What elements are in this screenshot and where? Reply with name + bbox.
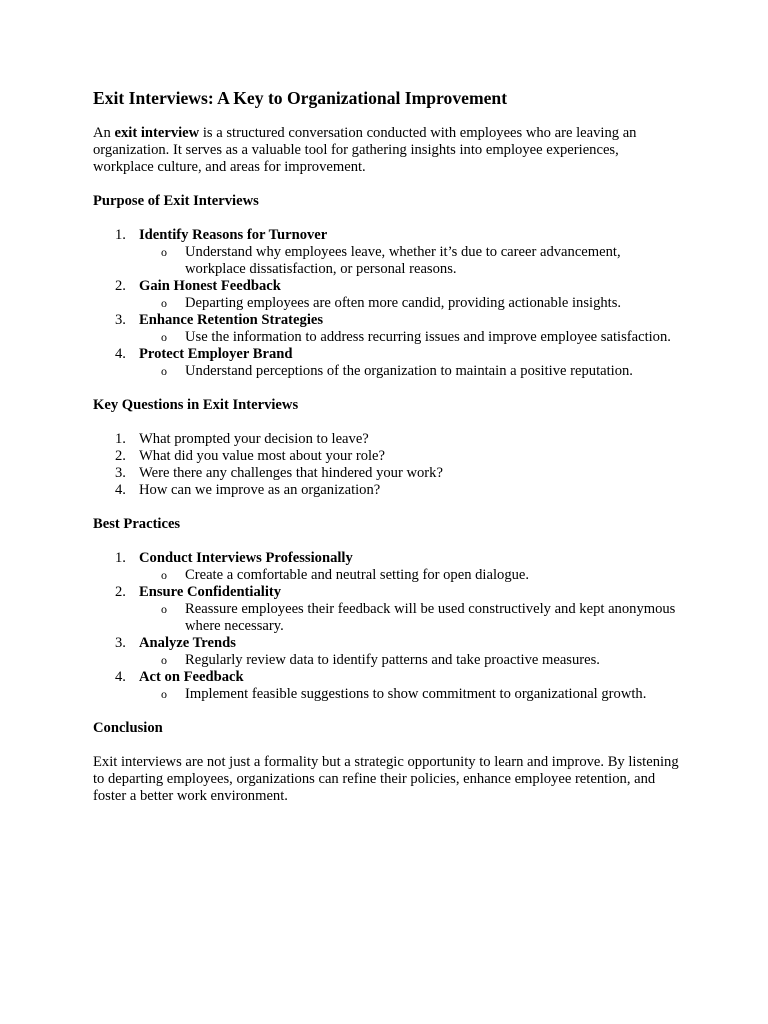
best-practices-heading: Best Practices [93,516,181,532]
best-practice-subitem [139,652,683,669]
best-practice-detail: Create a comfortable and neutral setting for open dialogue. [185,567,530,583]
bullet-icon: o [161,245,167,259]
purpose-sublist [139,363,683,380]
question-item [93,431,683,448]
best-practice-detail: Implement feasible suggestions to show commitment to organizational growth. [185,686,647,702]
best-practice-detail: Reassure employees their feedback will be used constructively and kept anonymous where necessary. [185,601,676,634]
bullet-icon: o [161,296,167,310]
best-practice-sublist [139,567,683,584]
purpose-sublist [139,329,683,346]
questions-list [93,431,683,499]
document-body [93,88,683,805]
intro-lead: An [93,125,115,141]
best-practice-item [93,635,683,669]
list-number: 2 . [115,584,126,601]
questions-heading: Key Questions in Exit Interviews [93,397,299,413]
purpose-subitem [139,295,683,312]
best-practices-list [93,550,683,703]
best-practice-title: Conduct Interviews Professionally [139,550,353,566]
bullet-icon: o [161,602,167,616]
bullet-icon: o [161,568,167,582]
question-text: How can we improve as an organization? [139,482,381,498]
intro-term: exit interview [114,125,200,141]
best-practice-item [93,584,683,635]
best-practice-sublist [139,686,683,703]
purpose-list [93,227,683,380]
list-number: 1 . [115,431,126,448]
list-number: 1 . [115,550,126,567]
conclusion-paragraph: Exit interviews are not just a formality but a strategic opportunity to learn and improve. By listening to departing employees, organizations can refine their policies, enhance employee retention, and foster a better work environment. [93,754,679,804]
best-practice-item [93,669,683,703]
list-number: 4 . [115,482,126,499]
purpose-subitem [139,329,683,346]
best-practice-subitem [139,601,683,635]
conclusion-heading: Conclusion [93,720,163,736]
purpose-item-title: Enhance Retention Strategies [139,312,324,328]
question-text: What prompted your decision to leave? [139,431,369,447]
intro-paragraph [93,125,683,176]
list-number: 2 . [115,278,126,295]
purpose-item-detail: Understand perceptions of the organization to maintain a positive reputation. [185,363,633,379]
question-item [93,465,683,482]
best-practice-subitem [139,567,683,584]
list-number: 3 . [115,312,126,329]
list-number: 4 . [115,669,126,686]
list-number: 3 . [115,465,126,482]
best-practice-title: Analyze Trends [139,635,236,651]
intro-rest: is a structured conversation conducted with employees who are leaving an organization. It serves as a valuable tool for gathering insights into employee experiences, workplace culture, and areas for improvement. [93,125,637,175]
purpose-sublist [139,295,683,312]
purpose-item-detail: Use the information to address recurring issues and improve employee satisfaction. [185,329,671,345]
purpose-item-title: Protect Employer Brand [139,346,293,362]
purpose-item [93,278,683,312]
list-number: 3 . [115,635,126,652]
best-practice-title: Ensure Confidentiality [139,584,282,600]
list-number: 1 . [115,227,126,244]
best-practice-item [93,550,683,584]
question-text: Were there any challenges that hindered your work? [139,465,443,481]
purpose-item-title: Identify Reasons for Turnover [139,227,328,243]
purpose-subitem [139,244,683,278]
purpose-sublist [139,244,683,278]
question-item [93,448,683,465]
purpose-heading: Purpose of Exit Interviews [93,193,259,209]
purpose-item-detail: Departing employees are often more candid, providing actionable insights. [185,295,622,311]
list-number: 4 . [115,346,126,363]
best-practice-subitem [139,686,683,703]
purpose-item [93,312,683,346]
best-practice-sublist [139,601,683,635]
purpose-item [93,227,683,278]
bullet-icon: o [161,653,167,667]
bullet-icon: o [161,330,167,344]
best-practice-detail: Regularly review data to identify patterns and take proactive measures. [185,652,600,668]
bullet-icon: o [161,364,167,378]
list-number: 2 . [115,448,126,465]
purpose-item [93,346,683,380]
best-practice-sublist [139,652,683,669]
document-title: Exit Interviews: A Key to Organizational Improvement [93,88,508,108]
purpose-subitem [139,363,683,380]
question-item [93,482,683,499]
bullet-icon: o [161,687,167,701]
question-text: What did you value most about your role? [139,448,386,464]
purpose-item-detail: Understand why employees leave, whether it’s due to career advancement, workplace dissatisfaction, or personal reasons. [185,244,621,277]
purpose-item-title: Gain Honest Feedback [139,278,281,294]
best-practice-title: Act on Feedback [139,669,244,685]
